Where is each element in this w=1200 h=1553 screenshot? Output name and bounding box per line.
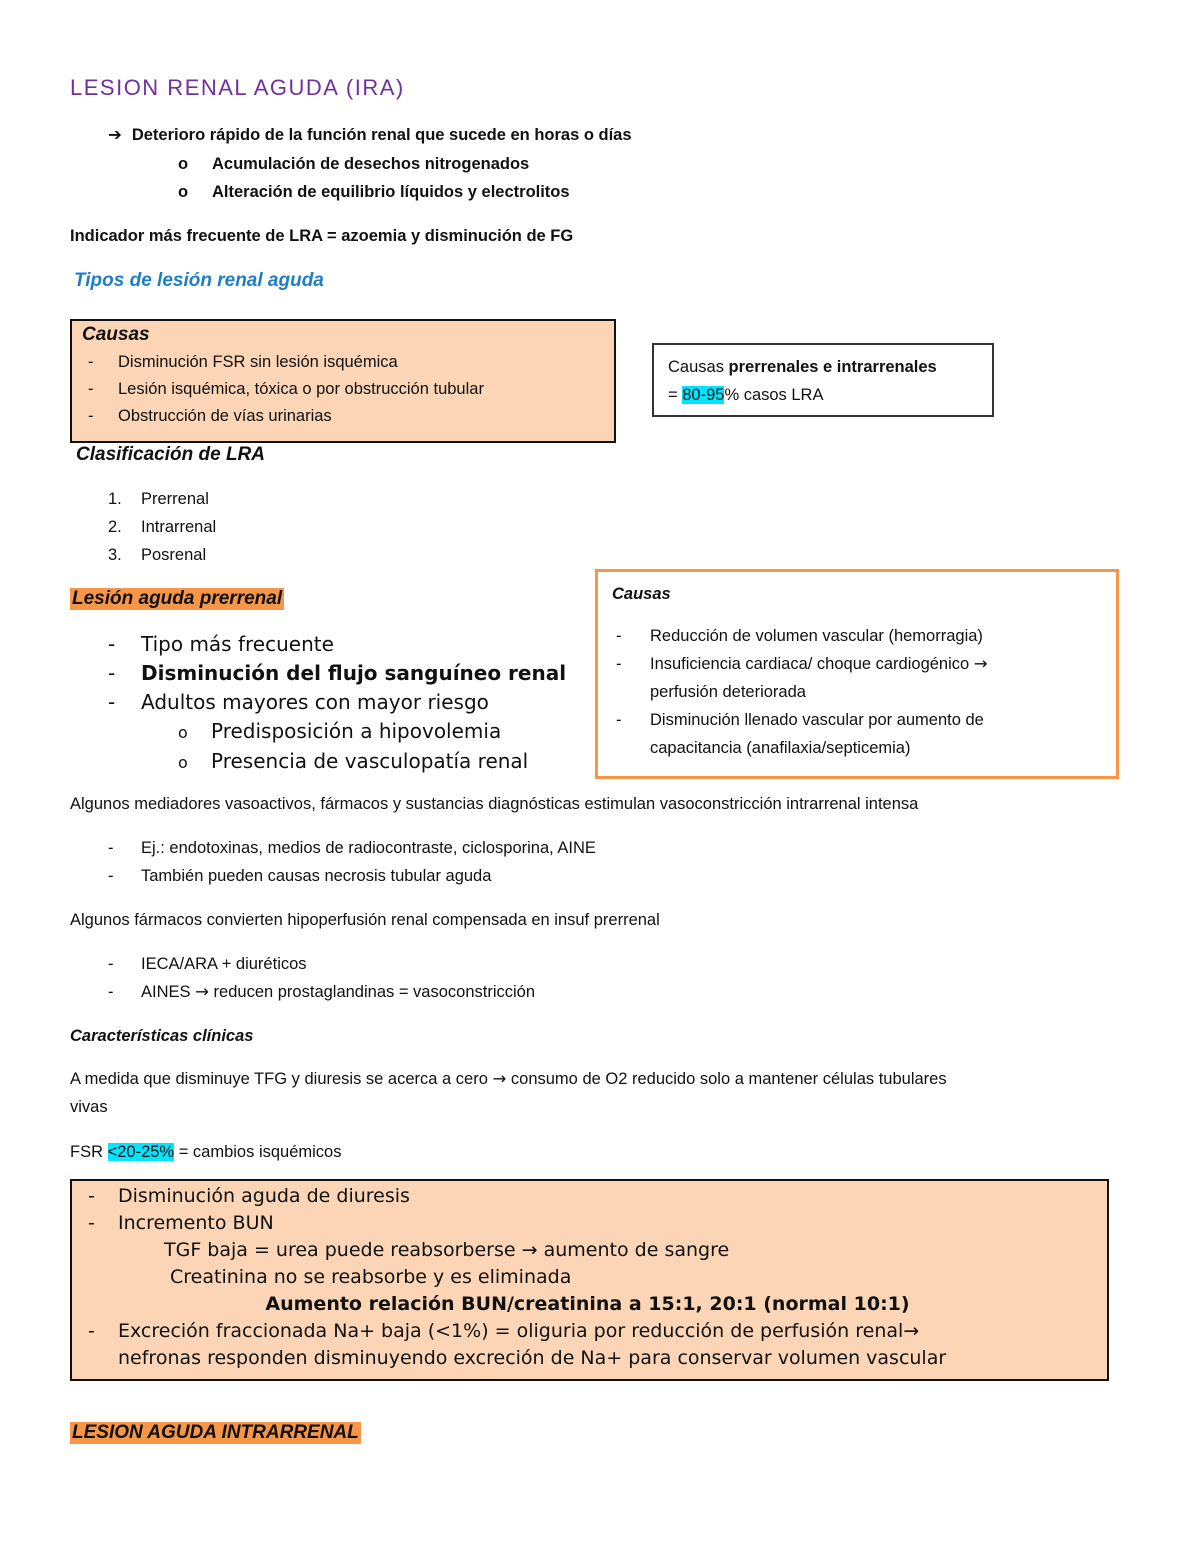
note-line-1 <box>668 353 937 381</box>
note-bold-text: prerrenales e intrarrenales <box>728 358 937 376</box>
numbered-item: 2. Intrarrenal <box>108 518 217 536</box>
numbered-item-text: Posrenal <box>141 546 207 564</box>
list-item-text: Ej.: endotoxinas, medios de radiocontraste, ciclosporina, AINE <box>141 839 596 857</box>
intro-sub-item <box>178 178 570 206</box>
note-line-2 <box>668 381 823 409</box>
list-item: - Disminución FSR sin lesión isquémica <box>88 353 398 371</box>
list-item-text: Disminución FSR sin lesión isquémica <box>118 353 398 371</box>
clinical-box <box>70 1179 1109 1381</box>
list-item-text: AINES <box>141 983 191 1001</box>
numbered-item: 3. Posrenal <box>108 546 207 564</box>
tipos-heading: Tipos de lesión renal aguda <box>74 270 324 291</box>
list-item-text: También pueden causas necrosis tubular aguda <box>141 867 492 885</box>
list-item: - Adultos mayores con mayor riesgo <box>108 690 489 714</box>
list-item: - Obstrucción de vías urinarias <box>88 407 332 425</box>
list-item: - Disminución aguda de diuresis <box>88 1185 410 1207</box>
prerrenal-heading: Lesión aguda prerrenal <box>72 588 283 609</box>
ratio-line: Aumento relación BUN/creatinina a 15:1, 20:1 (normal 10:1) <box>265 1293 910 1315</box>
prerrenal-percent-box <box>652 343 994 417</box>
note-text: = <box>668 386 683 404</box>
list-item-text: Disminución llenado vascular por aumento de <box>650 711 984 729</box>
list-item-text: capacitancia (anafilaxia/septicemia) <box>650 739 911 757</box>
paragraph-text: vivas <box>70 1098 108 1116</box>
arrow-icon: → <box>973 654 988 673</box>
list-item: - Excreción fraccionada Na+ baja (<1%) = oliguria por reducción de perfusión renal→ nefronas responden disminuyendo excreción de Na+ para conservar volumen vascular <box>88 1320 947 1369</box>
intro-sub-text: Alteración de equilibrio líquidos y electrolitos <box>212 183 570 201</box>
circle-bullet-icon: o <box>178 183 189 201</box>
circle-bullet-icon: o <box>178 155 189 173</box>
intrarrenal-heading: LESION AGUDA INTRARRENAL <box>72 1422 359 1443</box>
caracteristicas-paragraph <box>70 1065 1130 1121</box>
list-item: - Reducción de volumen vascular (hemorragia) <box>616 627 983 645</box>
sub-list-item-text: Presencia de vasculopatía renal <box>211 749 529 773</box>
list-item-text: Obstrucción de vías urinarias <box>118 407 332 425</box>
sub-line-text: TGF baja = urea puede reabsorberse <box>164 1239 516 1261</box>
highlight-percent: 80-95 <box>682 386 725 404</box>
sub-list-item: o Presencia de vasculopatía renal <box>178 749 529 773</box>
list-item-text: Disminución aguda de diuresis <box>118 1185 410 1207</box>
page-title: LESION RENAL AGUDA (IRA) <box>70 75 405 100</box>
clasificacion-heading: Clasificación de LRA <box>76 444 265 465</box>
intro-sub-item <box>178 150 529 178</box>
arrow-icon: → <box>903 1320 920 1342</box>
list-item-text: Lesión isquémica, tóxica o por obstrucción tubular <box>118 380 484 398</box>
sub-line <box>118 1264 1103 1291</box>
highlight-percent: <20-25% <box>107 1143 175 1161</box>
sub-line-text: aumento de sangre <box>543 1239 730 1261</box>
list-item-text: nefronas responden disminuyendo excreción de Na+ para conservar volumen vascular <box>118 1347 947 1369</box>
causas-box <box>70 319 616 443</box>
note-text: Causas <box>668 358 729 376</box>
list-item: - Lesión isquémica, tóxica o por obstrucción tubular <box>88 380 484 398</box>
list-item: - Ej.: endotoxinas, medios de radiocontraste, ciclosporina, AINE <box>108 839 596 857</box>
list-item-text: perfusión deteriorada <box>650 683 806 701</box>
indicator-text: Indicador más frecuente de LRA = azoemia y disminución de FG <box>70 227 574 245</box>
numbered-item-text: Intrarrenal <box>141 518 217 536</box>
list-item-text: Disminución del flujo sanguíneo renal <box>141 661 567 685</box>
paragraph-text: consumo de O2 reducido solo a mantener células tubulares <box>510 1070 947 1088</box>
causas-prerrenal-heading: Causas <box>612 585 671 603</box>
list-item: - Tipo más frecuente <box>108 632 334 656</box>
list-item-text: reducen prostaglandinas = vasoconstricción <box>213 983 536 1001</box>
list-item-text: Excreción fraccionada Na+ baja (<1%) = oliguria por reducción de perfusión renal <box>118 1320 904 1342</box>
list-item-text: IECA/ARA + diuréticos <box>141 955 307 973</box>
arrow-icon: → <box>195 982 209 1001</box>
note-text: % casos LRA <box>724 386 824 404</box>
caracteristicas-heading: Características clínicas <box>70 1027 254 1045</box>
fsr-text: FSR <box>70 1143 108 1161</box>
sub-list-item-text: Predisposición a hipovolemia <box>211 719 502 743</box>
list-item: - IECA/ARA + diuréticos <box>108 955 307 973</box>
arrow-icon: ➔ <box>108 125 122 144</box>
farmacos-text: Algunos fármacos convierten hipoperfusión renal compensada en insuf prerrenal <box>70 911 660 929</box>
sub-line <box>118 1237 1103 1264</box>
fsr-text: = cambios isquémicos <box>174 1143 342 1161</box>
numbered-item-text: Prerrenal <box>141 490 209 508</box>
list-item-text: Insuficiencia cardiaca/ choque cardiogénico <box>650 655 970 673</box>
arrow-icon: → <box>492 1069 507 1088</box>
causas-prerrenal-box <box>595 569 1119 779</box>
list-item: - También pueden causas necrosis tubular aguda <box>108 867 492 885</box>
fsr-line <box>70 1138 341 1166</box>
intro-arrow-text: Deterioro rápido de la función renal que sucede en horas o días <box>131 126 632 144</box>
list-item: - Insuficiencia cardiaca/ choque cardiogénico → perfusión deteriorada <box>616 654 988 701</box>
arrow-icon: → <box>521 1239 538 1261</box>
paragraph-text: A medida que disminuye TFG y diuresis se acerca a cero <box>70 1070 488 1088</box>
sub-list-item: o Predisposición a hipovolemia <box>178 719 502 743</box>
intro-sub-text: Acumulación de desechos nitrogenados <box>212 155 530 173</box>
list-item: - Disminución llenado vascular por aumento de capacitancia (anafilaxia/septicemia) <box>616 711 984 757</box>
sub-line-text: Creatinina no se reabsorbe y es eliminada <box>170 1266 572 1288</box>
numbered-item: 1. Prerrenal <box>108 490 209 508</box>
list-item-text: Tipo más frecuente <box>141 632 334 656</box>
mediadores-text: Algunos mediadores vasoactivos, fármacos y sustancias diagnósticas estimulan vasoconstricción intrarrenal intensa <box>70 795 919 813</box>
list-item-text: Adultos mayores con mayor riesgo <box>141 690 489 714</box>
list-item-text: Incremento BUN <box>118 1212 274 1234</box>
list-item: - Disminución del flujo sanguíneo renal <box>108 661 567 685</box>
list-item: - AINES → reducen prostaglandinas = vasoconstricción <box>108 982 536 1001</box>
intro-arrow-item <box>108 121 632 149</box>
prerrenal-list <box>108 630 566 777</box>
list-item: - Incremento BUN <box>88 1212 274 1234</box>
list-item-text: Reducción de volumen vascular (hemorragia) <box>650 627 983 645</box>
causas-heading: Causas <box>82 324 150 345</box>
